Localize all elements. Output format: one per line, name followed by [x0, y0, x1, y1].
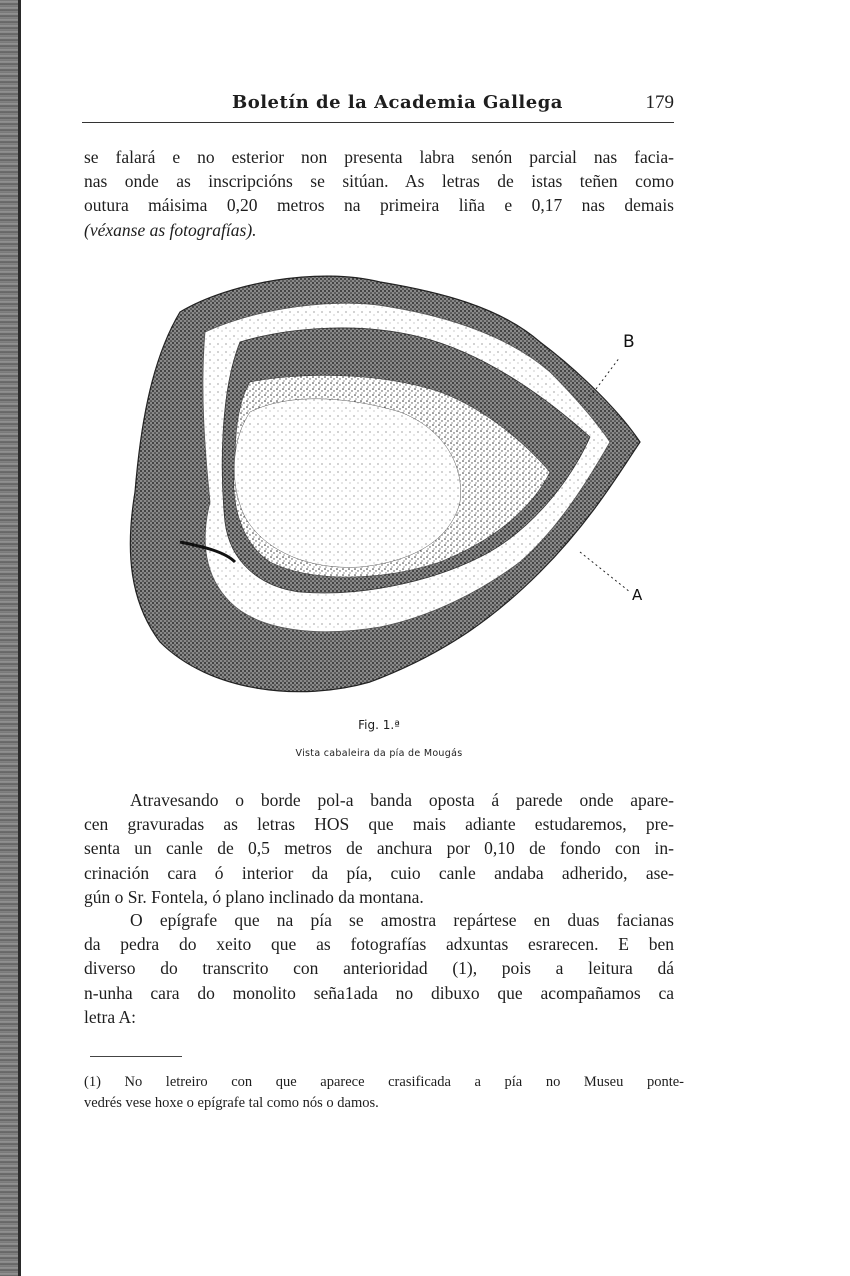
- text-line: n-unha cara do monolito seña1ada no dibuxo que acompañamos ca: [84, 982, 674, 1003]
- footnote-line: vedrés vese hoxe o epígrafe tal como nós o damos.: [84, 1095, 379, 1111]
- text-line: crinación cara ó interior da pía, cuio canle andaba adherido, ase-: [84, 862, 674, 883]
- text-line: senta un canle de 0,5 metros de anchura por 0,10 de fondo con in-: [84, 838, 674, 859]
- intro-paragraph: [84, 145, 674, 242]
- page-number: 179: [645, 92, 674, 113]
- text-line: (véxanse as fotografías).: [84, 219, 257, 240]
- footnote-divider: [90, 1056, 182, 1057]
- leader-line-a: [580, 552, 630, 592]
- footnote-line: (1) No letreiro con que aparece crasificada a pía no Museu ponte-: [84, 1074, 684, 1090]
- text-line: O epígrafe que na pía se amostra repártese en duas facianas: [130, 910, 674, 930]
- page-binding-edge: [0, 0, 21, 1276]
- text-line: outura máisima 0,20 metros na primeira liña e 0,17 nas demais: [84, 195, 674, 216]
- text-line: cen gravuradas as letras HOS que mais adiante estudaremos, pre-: [84, 814, 674, 835]
- text-line: da pedra do xeito que as fotografías adxuntas esrarecen. E ben: [84, 934, 674, 955]
- text-line: diverso do transcrito con anterioridad (1), pois a leitura dá: [84, 958, 674, 979]
- body-paragraph-1: [84, 788, 674, 909]
- page-header: [82, 92, 674, 123]
- text-line: nas onde as inscripcións se sitúan. As letras de istas teñen como: [84, 171, 674, 192]
- figure-label-b: B: [623, 332, 635, 352]
- figure-subcaption: Vista cabaleira da pía de Mougás: [295, 748, 463, 759]
- stone-basin-illustration: [120, 262, 660, 702]
- figure-caption: Fig. 1.ª: [358, 718, 400, 732]
- body-paragraph-2: [84, 908, 674, 1029]
- text-line: se falará e no esterior non presenta labra senón parcial nas facia-: [84, 147, 674, 167]
- running-head: Boletín de la Academia Gallega: [232, 92, 563, 113]
- figure-label-a: A: [632, 586, 643, 604]
- text-line: letra A:: [84, 1006, 136, 1027]
- text-line: Atravesando o borde pol-a banda oposta á parede onde apare-: [130, 790, 674, 810]
- footnote: [84, 1072, 684, 1114]
- text-line: gún o Sr. Fontela, ó plano inclinado da montana.: [84, 886, 424, 907]
